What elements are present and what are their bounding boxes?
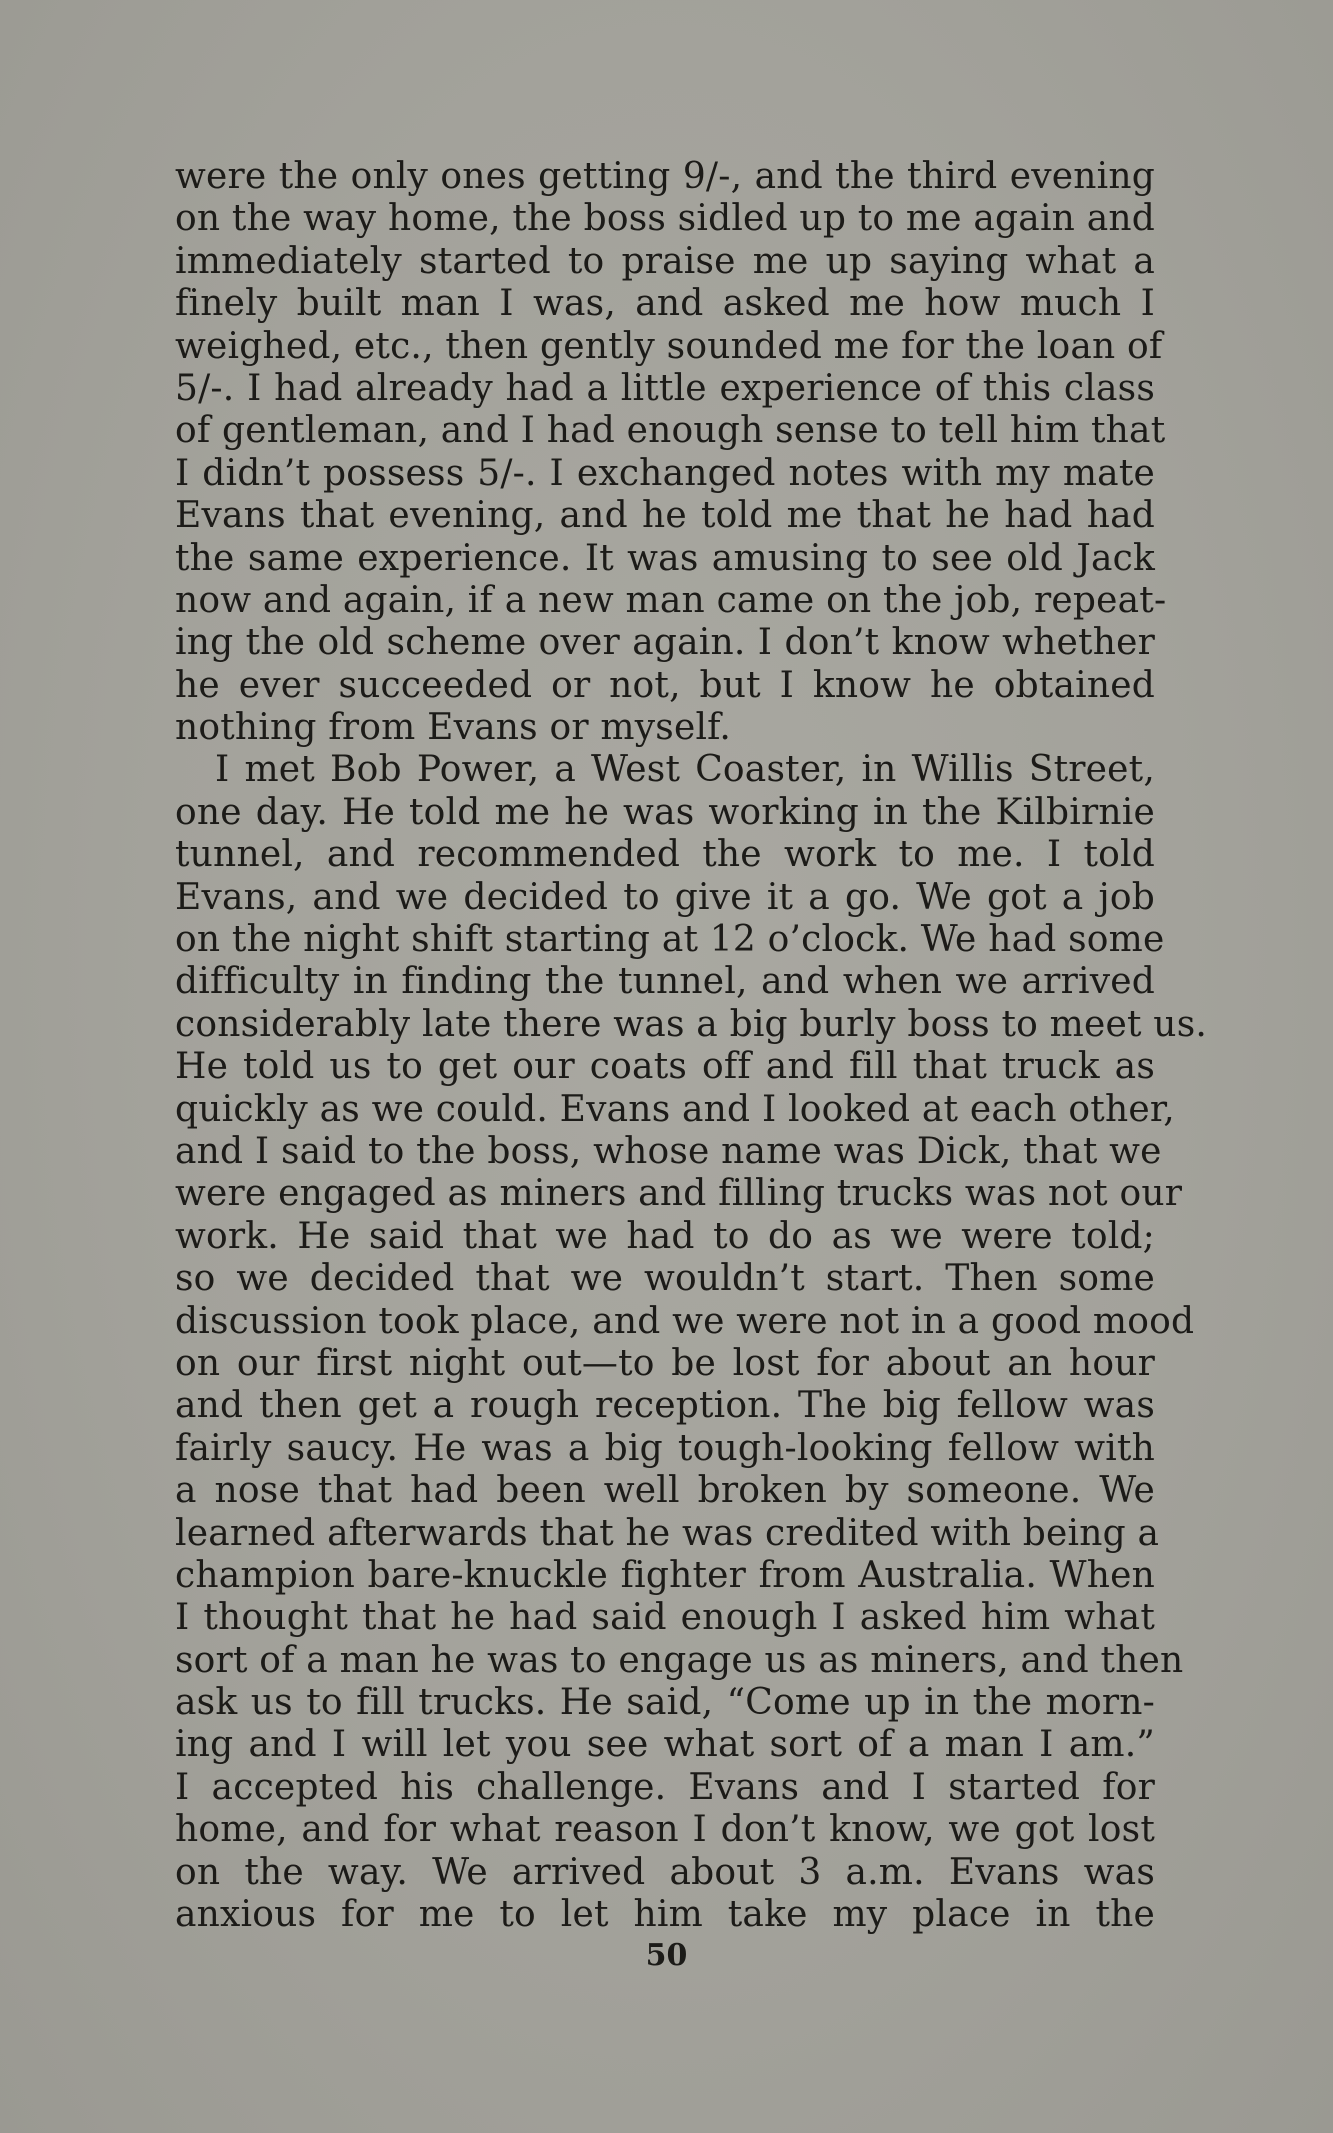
page-number: 50 <box>645 1938 688 1973</box>
text-line: weighed, etc., then gently sounded me for the loan of <box>175 325 1163 367</box>
text-line: now and again, if a new man came on the job, repeat- <box>175 579 1167 621</box>
paragraph-start-line: I met Bob Power, a West Coaster, in Willis Street, <box>215 749 1155 791</box>
text-line: I thought that he had said enough I asked him what <box>175 1597 1155 1639</box>
paragraph-end-line: nothing from Evans or myself. <box>175 707 732 749</box>
text-line: immediately started to praise me up saying what a <box>175 240 1155 282</box>
text-line: ing the old scheme over again. I don’t know whether <box>175 622 1155 664</box>
text-line: ask us to fill trucks. He said, “Come up in the morn- <box>175 1682 1155 1724</box>
text-line: Evans that evening, and he told me that he had had <box>175 495 1155 537</box>
text-line: tunnel, and recommended the work to me. I told <box>175 834 1155 876</box>
text-line: quickly as we could. Evans and I looked at each other, <box>175 1088 1175 1130</box>
text-line: Evans, and we decided to give it a go. We got a job <box>175 876 1155 918</box>
text-line: considerably late there was a big burly boss to meet us. <box>175 1003 1208 1045</box>
text-line: 5/-. I had already had a little experience of this class <box>175 367 1155 409</box>
text-line: on the night shift starting at 12 o’clock. We had some <box>175 919 1165 961</box>
text-line: of gentleman, and I had enough sense to tell him that <box>175 410 1166 452</box>
text-line: on the way home, the boss sidled up to me again and <box>175 198 1155 240</box>
text-line: were engaged as miners and filling trucks was not our <box>175 1173 1183 1215</box>
text-line: work. He said that we had to do as we were told; <box>175 1215 1155 1257</box>
text-line: and then get a rough reception. The big fellow was <box>175 1385 1155 1427</box>
text-line: champion bare-knuckle fighter from Australia. When <box>175 1554 1155 1596</box>
text-line: on the way. We arrived about 3 a.m. Evans was <box>175 1851 1155 1893</box>
text-line: learned afterwards that he was credited with being a <box>175 1512 1160 1554</box>
text-line: fairly saucy. He was a big tough-looking fellow with <box>175 1427 1155 1469</box>
text-line: so we decided that we wouldn’t start. Then some <box>175 1258 1155 1300</box>
text-line: He told us to get our coats off and fill that truck as <box>175 1046 1155 1088</box>
text-line: he ever succeeded or not, but I know he obtained <box>175 664 1155 706</box>
text-line: a nose that had been well broken by someone. We <box>175 1470 1155 1512</box>
text-line: ing and I will let you see what sort of a man I am.” <box>175 1724 1155 1766</box>
text-line: on our first night out—to be lost for about an hour <box>175 1342 1155 1384</box>
text-line: discussion took place, and we were not in a good mood <box>175 1300 1195 1342</box>
text-line: and I said to the boss, whose name was Dick, that we <box>175 1130 1162 1172</box>
text-line: the same experience. It was amusing to see old Jack <box>175 537 1155 579</box>
body-text <box>175 156 1208 1936</box>
text-line: sort of a man he was to engage us as miners, and then <box>175 1639 1184 1681</box>
text-line: I didn’t possess 5/-. I exchanged notes with my mate <box>175 452 1155 494</box>
text-line: anxious for me to let him take my place in the <box>175 1894 1155 1936</box>
text-line: finely built man I was, and asked me how much I <box>175 283 1155 325</box>
text-line: one day. He told me he was working in the Kilbirnie <box>175 791 1155 833</box>
text-line: were the only ones getting 9/-, and the third evening <box>175 156 1155 197</box>
text-line: home, and for what reason I don’t know, we got lost <box>175 1809 1155 1851</box>
text-line: difficulty in finding the tunnel, and when we arrived <box>175 961 1155 1003</box>
text-line: I accepted his challenge. Evans and I started for <box>175 1766 1155 1808</box>
